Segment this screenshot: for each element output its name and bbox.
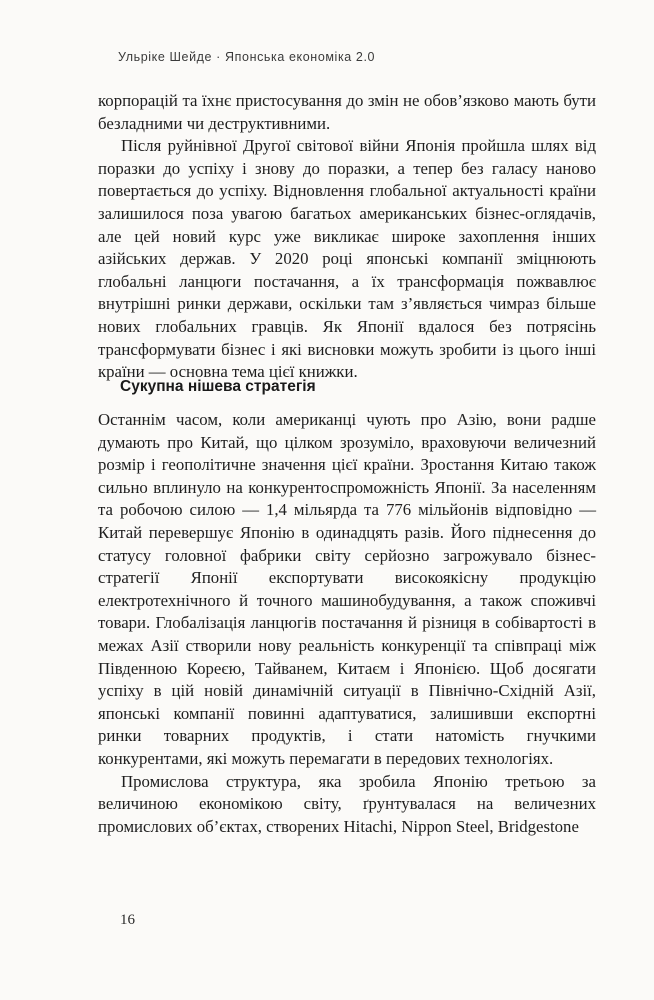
body-text-section [98,409,596,838]
running-header: Ульріке Шейде · Японська економіка 2.0 [118,50,376,64]
page-number: 16 [120,912,135,928]
section-heading: Сукупна нішева стратегія [120,378,316,395]
paragraph: Після руйнівної Другої світової війни Японія пройшла шлях від поразки до успіху і знову до поразки, а тепер без галасу наново повертається до успіху. Відновлення глобальної актуальності країни залишилося поза увагою багатьох американських бізнес-оглядачів, але цей новий курс уже викликає широке захоплення інших азійських держав. У 2020 році японські компанії зміцнюють глобальні ланцюги постачання, а їх трансформація пожвавлює внутрішні ринки держави, оскільки там з’являється чимраз більше нових глобальних гравців. Як Японії вдалося без потрясінь трансформувати бізнес і які висновки можуть зробити із цього інші країни — основна тема цієї книжки. [98,136,596,382]
paragraph: Промислова структура, яка зробила Японію третьою за величиною економікою світу, ґрунтувалася на величезних промислових об’єктах, створених Hitachi, Nippon Steel, Bridgestone [98,771,596,836]
paragraph: Останнім часом, коли американці чують про Азію, вони радше думають про Китай, що цілком зрозуміло, враховуючи величезний розмір і геополітичне значення цієї країни. Зростання Китаю також сильно вплинуло на конкурентоспроможність Японії. За населенням та робочою силою — 1,4 мільярда та 776 мільйонів відповідно — Китай перевершує Японію в одинадцять разів. Його піднесення до статусу головної фабрики світу серйозно загрожувало бізнес-стратегії Японії експортувати високоякісну продукцію електротехнічного й точного машинобудування, а також споживчі товари. Глобалізація ланцюгів постачання й різниця в собівартості в межах Азії створили нову реальність конкуренції та співпраці між Південною Кореєю, Тайванем, Китаєм і Японією. Щоб досягати успіху в цій новій динамічній ситуації в Північно-Східній Азії, японські компанії повинні адаптуватися, залишивши експортні ринки товарних продуктів, і стати натомість гнучкими конкурентами, які можуть перемагати в передових технологіях. [98,410,596,768]
body-text-top [98,90,596,384]
paragraph-continuation: корпорацій та їхнє пристосування до змін не обов’язково мають бути безладними чи деструктивними. [98,91,596,133]
